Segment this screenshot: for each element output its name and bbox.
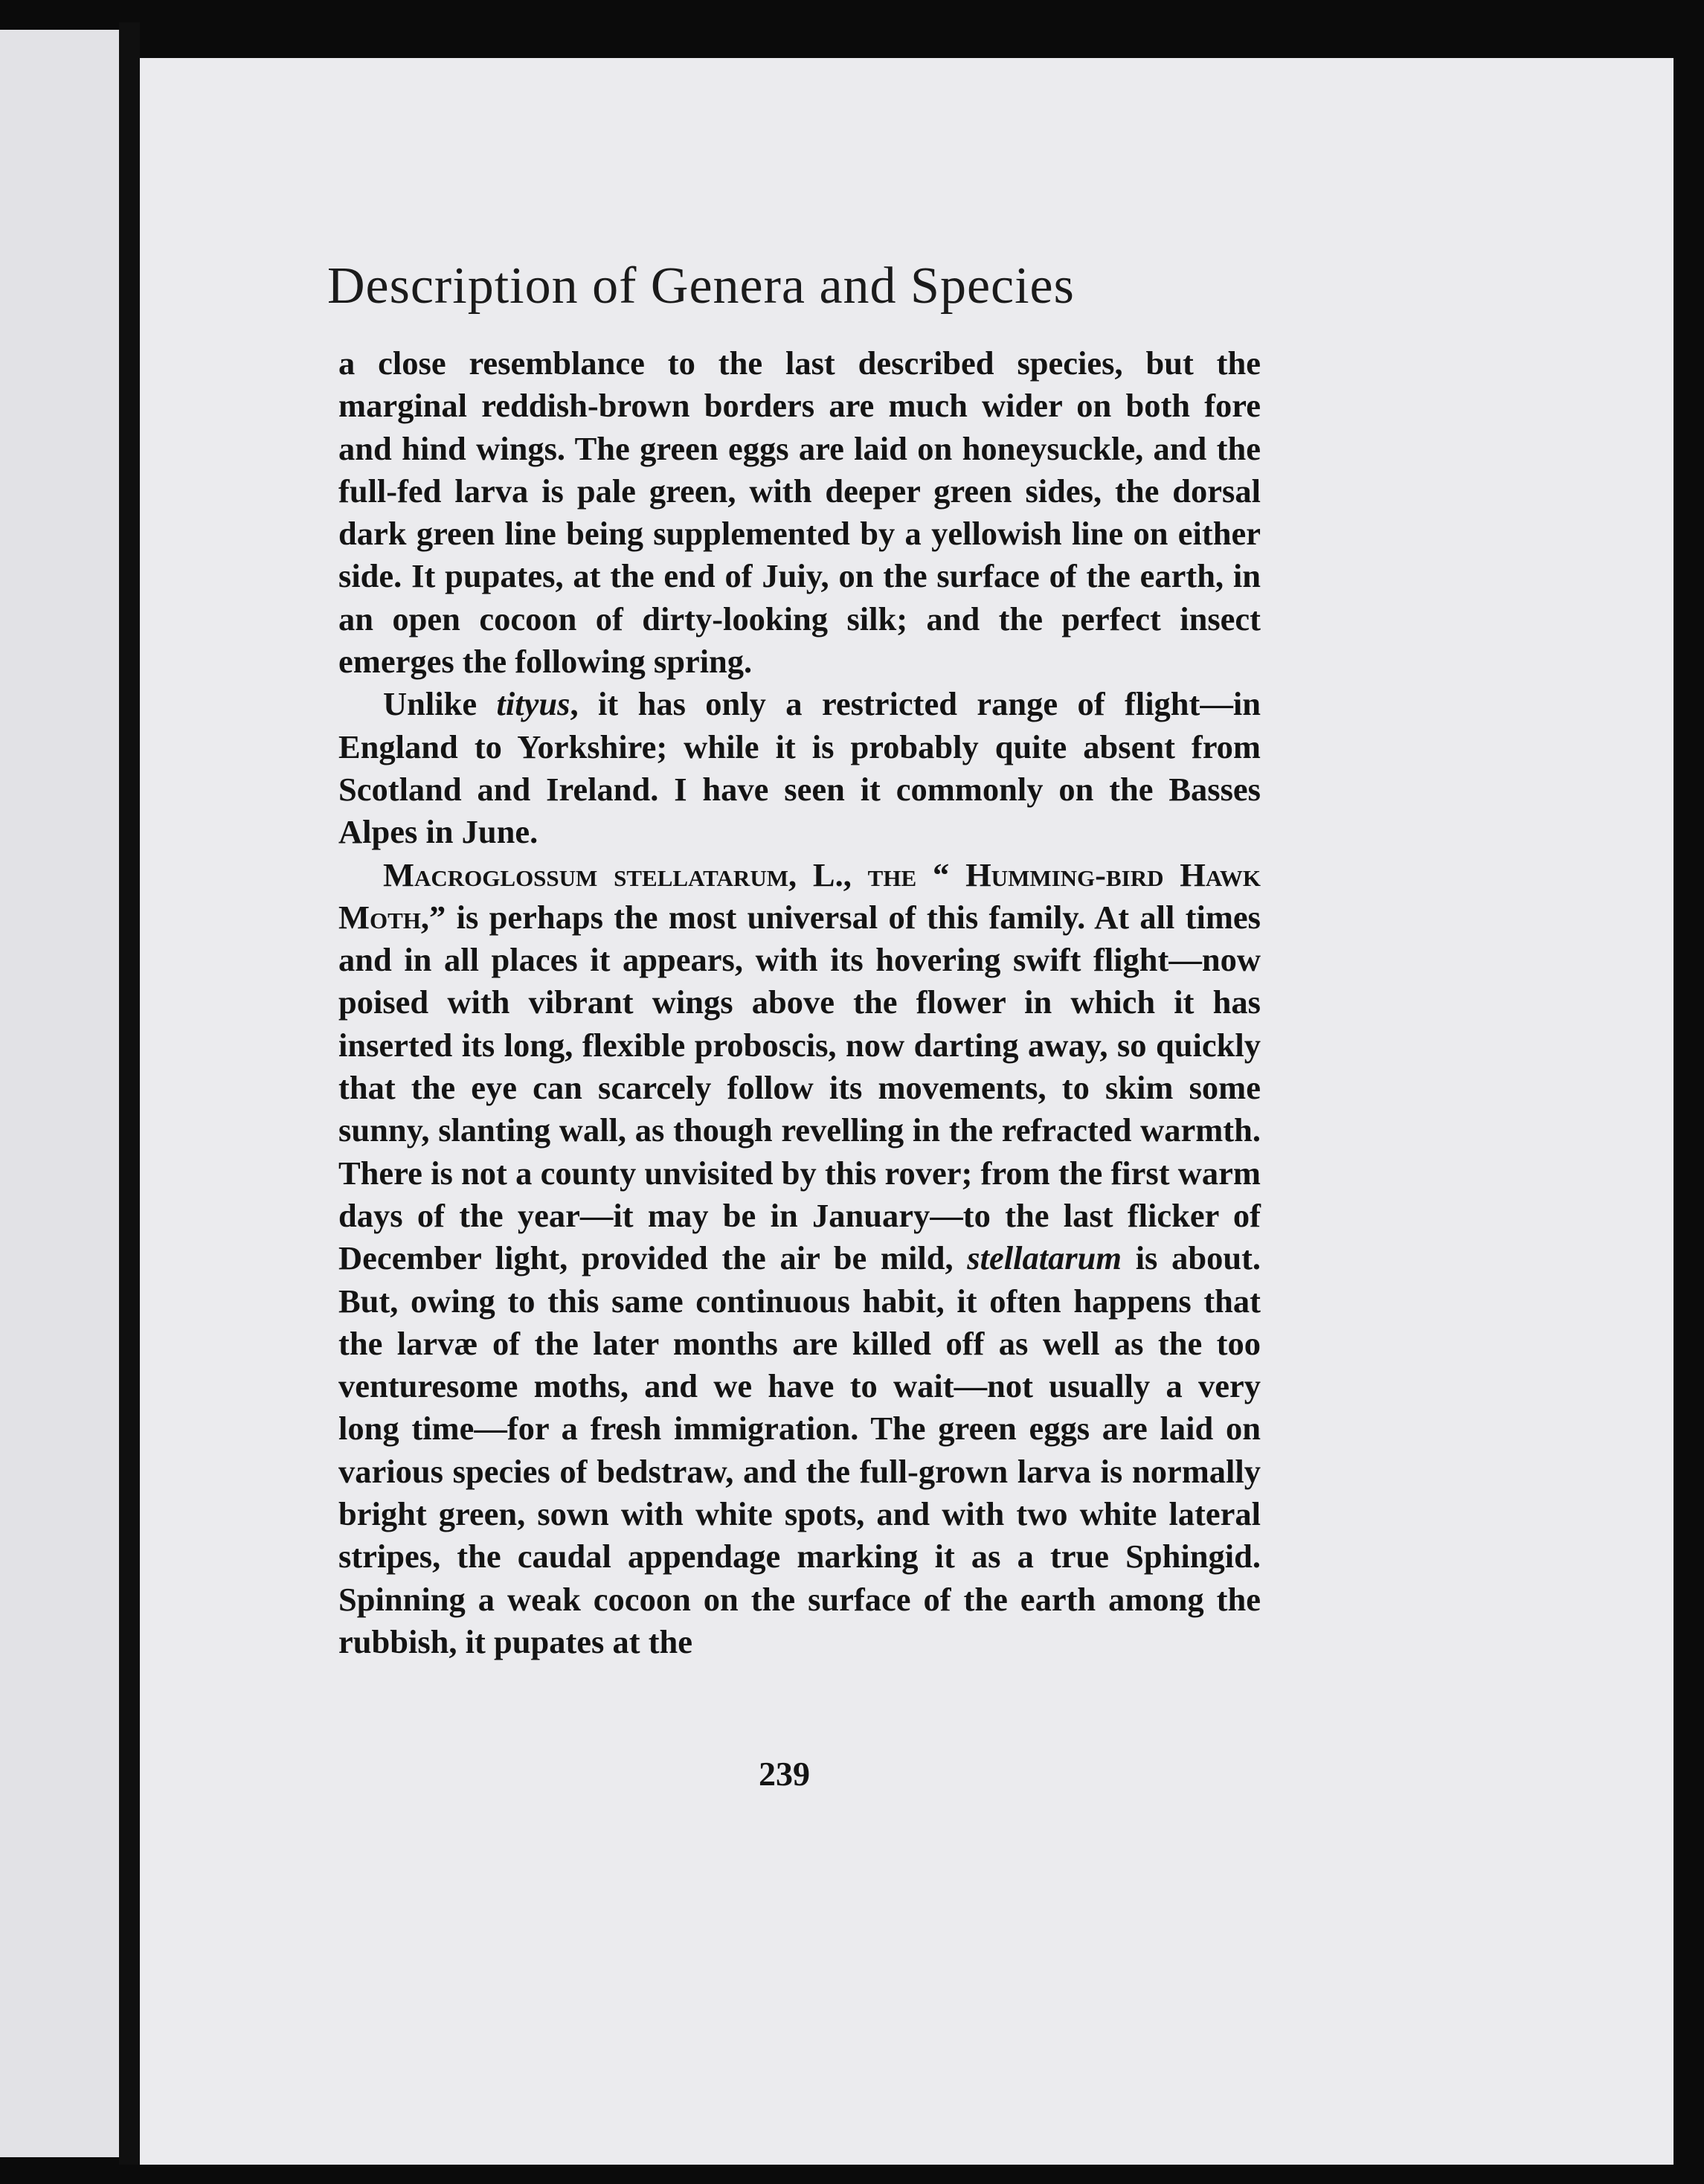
paragraph-1: a close resemblance to the last described species, but the marginal reddish-brown borders are much wider on both fore and hind wings. The green eggs are laid on honeysuckle, and the full-fed larva is pale green, with deeper green sides, the dorsal dark green line being supplemented by a yellowish line on either side. It pupates, at the end of Juiy, on the surface of the earth, in an open cocoon of dirty-looking silk; and the perfect insect emerges the following spring. [338, 344, 1261, 681]
page-number: 239 [759, 1755, 810, 1793]
species-heading: Macroglossum stellatarum, L., the “ Humming-bird Hawk Moth,” [338, 855, 1261, 936]
paragraph-2-rest: , it has only a restricted range of flight—in England to Yorkshire; while it is probably quite absent from Scotland and Ireland. I have seen it commonly on the Basses Alpes in June. [338, 685, 1261, 851]
paragraph-3-text-2: is about. But, owing to this same continuous habit, it often happens that the larvæ of the later months are killed off as well as the too venturesome moths, and we have to wait—not usually a very long time—for a fresh immigration. The green eggs are laid on various species of bedstraw, and the full-grown larva is normally bright green, sown with white spots, and with two white lateral stripes, the caudal appendage marking it as a true Sphingid. Spinning a weak cocoon on the surface of the earth among the rubbish, it pupates at the [338, 1239, 1261, 1660]
paragraph-2-start: Unlike [383, 685, 497, 723]
book-gutter [119, 22, 140, 2165]
page-edge-mark [1643, 58, 1674, 110]
paragraph-2 [338, 683, 1261, 853]
paragraph-3-text-1: is perhaps the most universal of this family. At all times and in all places it appears, with its hovering swift flight—now poised with vibrant wings above the flower in which it has inserted its long, flexible proboscis, now darting away, so quickly that the eye can scarcely follow its movements, to skim some sunny, slanting wall, as though revelling in the refracted warmth. There is not a county unvisited by this rover; from the first warm days of the year—it may be in January—to the last flicker of December light, provided the air be mild, [338, 898, 1261, 1277]
running-header: Description of Genera and Species [327, 257, 1075, 315]
species-name-tityus: tityus [496, 685, 570, 723]
body-text [338, 342, 1261, 1663]
previous-page-edge [0, 30, 119, 2157]
species-name-stellatarum: stellatarum [967, 1239, 1122, 1277]
paragraph-3 [338, 854, 1261, 1664]
